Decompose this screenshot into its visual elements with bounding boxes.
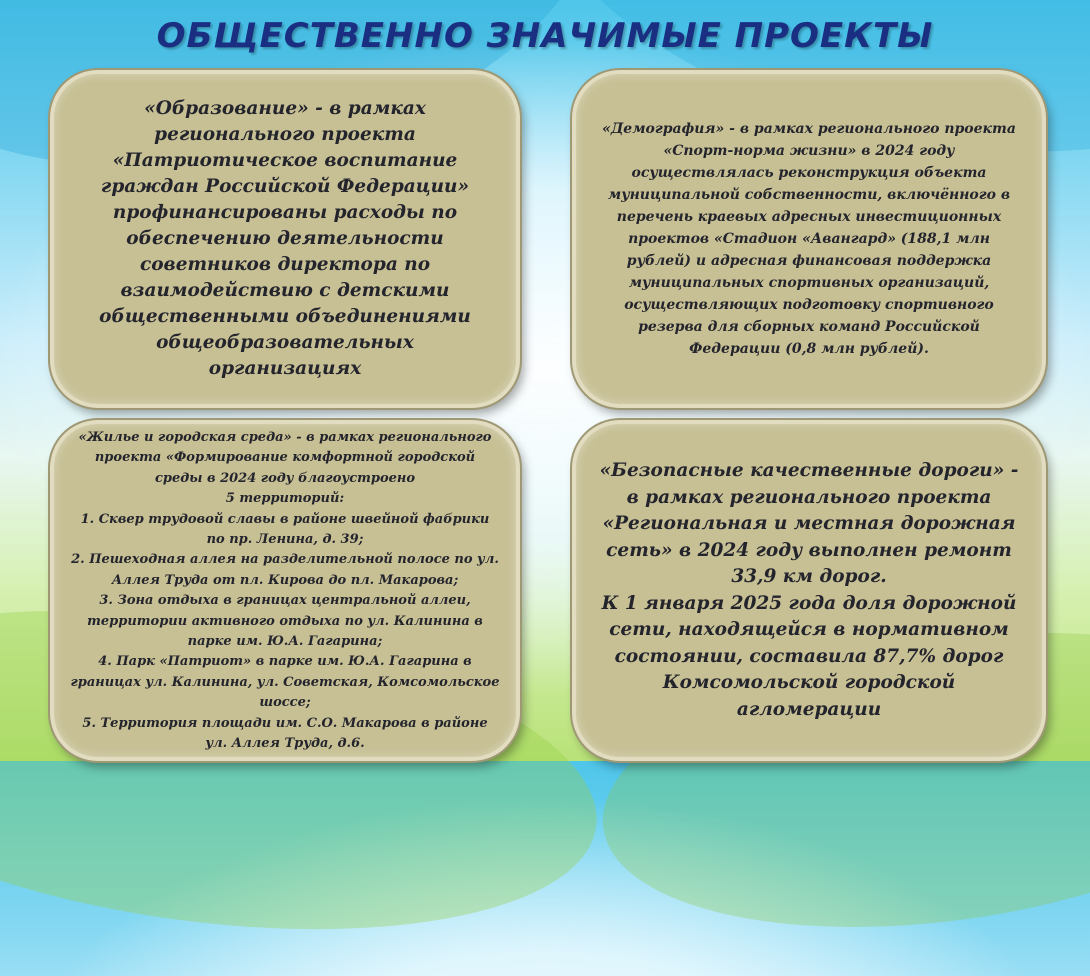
panel-demography-text: «Демография» - в рамках регионального проекта «Спорт-норма жизни» в 2024 году осуществлялась реконструкция объекта муниципальной собственности, включённого в перечень краевых адресных инвестиционных проектов «Стадион «Авангард» (188,1 млн рублей) и адресная финансовая поддержка муниципальных спортивных организаций, осуществляющих подготовку спортивного резерва для сборных команд Российской Федерации (0,8 млн рублей). bbox=[602, 121, 1016, 357]
territory-item: 4. Парк «Патриот» в парке им. Ю.А. Гагарина в границах ул. Калинина, ул. Советская, Комсомольское шоссе; bbox=[70, 654, 500, 711]
panel-housing-content bbox=[70, 428, 500, 755]
territory-item: 2. Пешеходная аллея на разделительной полосе по ул. Аллея Труда от пл. Кирова до пл. Макарова; bbox=[71, 552, 499, 588]
page-title: ОБЩЕСТВЕННО ЗНАЧИМЫЕ ПРОЕКТЫ bbox=[156, 16, 934, 56]
panel-housing-intro: «Жилье и городская среда» - в рамках регионального проекта «Формирование комфортной городской среды в 2024 году благоустроено bbox=[78, 430, 492, 486]
panel-roads bbox=[572, 420, 1046, 761]
territory-item: 3. Зона отдыха в границах центральной аллеи, территории активного отдыха по ул. Калинина в парке им. Ю.А. Гагарина; bbox=[87, 593, 483, 650]
panel-roads-content bbox=[598, 458, 1020, 723]
panel-roads-main: «Безопасные качественные дороги» - в рамках регионального проекта «Региональная и местная дорожная сеть» в 2024 году выполнен ремонт 33,9 км дорог. bbox=[599, 460, 1019, 587]
panel-housing-count: 5 территорий: bbox=[225, 491, 345, 507]
panel-roads-extra: К 1 января 2025 года доля дорожной сети, находящейся в нормативном состоянии, составила 87,7% дорог Комсомольской городской агломерации bbox=[601, 592, 1017, 720]
panel-demography bbox=[572, 70, 1046, 408]
territory-item: 1. Сквер трудовой славы в районе швейной фабрики по пр. Ленина, д. 39; bbox=[80, 511, 490, 548]
panel-education bbox=[50, 70, 520, 408]
panel-education-text: «Образование» - в рамках регионального проекта «Патриотическое воспитание граждан Российской Федерации» профинансированы расходы по обеспечению деятельности советников директора по взаимодействию с детскими общественными объединениями общеобразовательных организациях bbox=[99, 98, 471, 379]
territory-item: 5. Территория площади им. С.О. Макарова в районе ул. Аллея Труда, д.6. bbox=[82, 715, 488, 752]
panel-housing bbox=[50, 420, 520, 761]
